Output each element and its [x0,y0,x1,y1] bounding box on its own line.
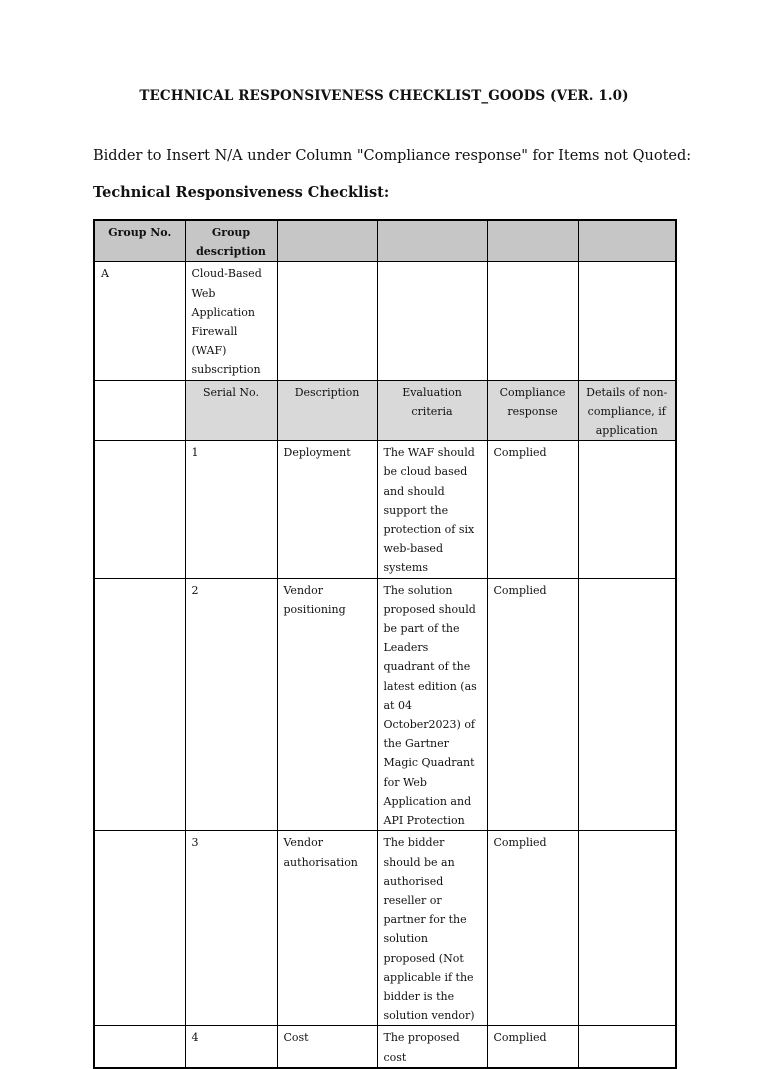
item-criteria: The WAF should be cloud based and should support the protection of six web-based systems [377,441,487,578]
item-compliance: Complied [487,1026,578,1068]
checklist-table [93,219,677,1069]
item-serial: 3 [185,831,277,1026]
item-description: Deployment [277,441,377,578]
item-criteria: The proposed cost [377,1026,487,1068]
item-compliance: Complied [487,578,578,831]
empty-cell [377,262,487,380]
empty-cell [94,380,185,441]
empty-cell [578,262,676,380]
group-description: Cloud-Based Web Application Firewall (WAF) subscription [185,262,277,380]
empty-cell [94,441,185,578]
item-description: Cost [277,1026,377,1068]
header-group-no: Group No. [94,220,185,262]
table-header-row [94,220,676,262]
empty-cell [94,1026,185,1068]
item-criteria: The bidder should be an authorised reseller or partner for the solution proposed (Not applicable if the bidder is the solution vendor) [377,831,487,1026]
subheader-compliance-response: Compliance response [487,380,578,441]
table-row-group [94,262,676,380]
subheader-non-compliance-details: Details of non-compliance, if application [578,380,676,441]
table-row [94,1026,676,1068]
item-compliance: Complied [487,831,578,1026]
table-row [94,578,676,831]
header-empty-cell [277,220,377,262]
item-serial: 4 [185,1026,277,1068]
table-row [94,441,676,578]
item-non-compliance-details [578,1026,676,1068]
item-non-compliance-details [578,831,676,1026]
subheader-evaluation-criteria: Evaluation criteria [377,380,487,441]
empty-cell [94,578,185,831]
item-description: Vendor positioning [277,578,377,831]
header-empty-cell [487,220,578,262]
table-subheader-row [94,380,676,441]
item-serial: 1 [185,441,277,578]
group-id: A [94,262,185,380]
item-non-compliance-details [578,441,676,578]
header-empty-cell [377,220,487,262]
section-heading: Technical Responsiveness Checklist: [93,184,390,201]
header-group-description: Group description [185,220,277,262]
subheader-serial-no: Serial No. [185,380,277,441]
item-compliance: Complied [487,441,578,578]
document-title: TECHNICAL RESPONSIVENESS CHECKLIST_GOODS (VER. 1.0) [139,88,629,104]
empty-cell [487,262,578,380]
empty-cell [277,262,377,380]
subheader-description: Description [277,380,377,441]
instruction-text: Bidder to Insert N/A under Column "Compliance response" for Items not Quoted: [93,148,692,164]
item-description: Vendor authorisation [277,831,377,1026]
empty-cell [94,831,185,1026]
item-non-compliance-details [578,578,676,831]
item-criteria: The solution proposed should be part of the Leaders quadrant of the latest edition (as at 04 October2023) of the Gartner Magic Quadrant for Web Application and API Protection [377,578,487,831]
item-serial: 2 [185,578,277,831]
table-row [94,831,676,1026]
header-empty-cell [578,220,676,262]
